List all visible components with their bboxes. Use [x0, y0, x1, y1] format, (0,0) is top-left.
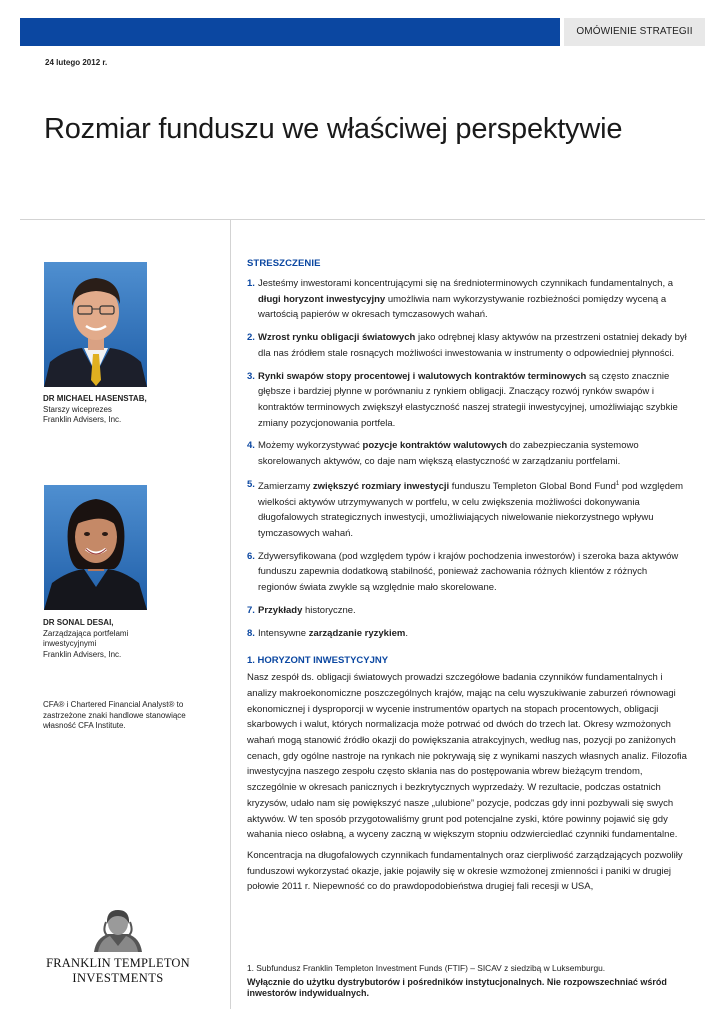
list-item: 1. Jesteśmy inwestorami koncentrującymi się na średnioterminowych czynnikach fundamentalnych, a długi horyzont inwestycyjny umożliwia nam wykorzystywanie rozbieżności pomiędzy wyceną a wartością papierów w okresach tymczasowych wahań.: [247, 278, 674, 321]
person-company: Franklin Advisers, Inc.: [43, 649, 122, 659]
person-role: inwestycyjnymi: [43, 639, 97, 648]
list-item: 2. Wzrost rynku obligacji światowych jako odrębnej klasy aktywów na przestrzeni ostatniej dekady był dla nas źródłem stale rosnących możliwości inwestowania w instrumenty o odpowiedniej płynności.: [247, 332, 687, 359]
footnote: 1. Subfundusz Franklin Templeton Investment Funds (FTIF) – SICAV z siedzibą w Luksemburgu.: [247, 963, 606, 973]
horizontal-divider: [20, 219, 705, 220]
person-role: Starszy wiceprezes: [43, 404, 112, 414]
person-name: DR MICHAEL HASENSTAB,: [43, 394, 147, 403]
body-paragraph: Koncentracja na długofalowych czynnikach fundamentalnych oraz cierpliwość zarządzających pozwoliły funduszowi wykorzystać okazje, jakie pojawiły się w okresie wzmożonej zmienności i paniki w drugiej połowie 2011 r. Niepewność co do prawdopodobieństwa drugiej fali recesji w USA,: [247, 849, 683, 893]
photo-sonal-desai: [44, 485, 147, 610]
photo-michael-hasenstab: [44, 262, 147, 387]
body-paragraph: Nasz zespół ds. obligacji światowych prowadzi szczegółowe badania czynników fundamentalnych i analizy makroekonomiczne poszczególnych krajów, mając na celu wyszukiwanie zaburzeń równowagi ekonomicznej i dysproporcji w wycenie instrumentów opartych na stopach procentowych, obligacji skarbowych i walut, których normalizacja może potrwać od dwóch do trzech lat. Okresy wzmożonych wahań mogą stanowić źródło okazji do powiększania atrakcyjnych, według nas, pozycji po zaniżonych cenach, gdy ogólne nastroje na rynkach nie pokrywają się z wynikami naszych własnych analiz. Filozofia inwestycyjna naszego zespołu często skłania nas do postępowania wbrew bieżącym trendom, szczególnie w okresach panicznych i bezkrytycznych wyprzedaży. W rezultacie, podczas ostatnich kryzysów, udało nam się powiększyć nasze „ulubione” pozycje, podczas gdy inni pozbywali się swych aktywów. W ten sposób przygotowaliśmy grunt pod potencjalne zyski, które powinny pojawić się gdy wahania nieco osłabną, a wyceny zaczną w większym stopniu odzwierciedlać czynniki fundamentalne.: [247, 672, 687, 841]
person-role: Zarządzająca portfelami: [43, 628, 129, 638]
page-title: Rozmiar funduszu we właściwej perspektywie: [44, 113, 623, 145]
main-content: [247, 258, 687, 895]
person-info-hasenstab: [43, 394, 193, 426]
document-date: 24 lutego 2012 r.: [45, 58, 108, 67]
cfa-trademark-note: CFA® i Chartered Financial Analyst® to zastrzeżone znaki handlowe stanowiące własność CFA Institute.: [43, 700, 186, 730]
list-item: 4. Możemy wykorzystywać pozycje kontraktów walutowych do zabezpieczania systemowo skorelowanych aktywów, co daje nam większą elastyczność w zarządzaniu portfelami.: [247, 440, 639, 468]
header-bar: [20, 18, 560, 46]
list-item: 6. Zdywersyfikowana (pod względem typów i krajów pochodzenia inwestorów) i szeroka baza aktywów funduszu zapewnia dodatkową stabilność, ponieważ zachowania różnych klientów z różnych regionów świata zwykle są względnie mało skorelowane.: [247, 550, 679, 594]
franklin-bust-icon: [90, 906, 146, 952]
person-info-desai: [43, 618, 193, 660]
vertical-divider: [230, 219, 231, 1009]
franklin-templeton-logo: [42, 906, 194, 986]
list-item: 3. Rynki swapów stopy procentowej i walutowych kontraktów terminowych są często znacznie głębsze i bardziej płynne w porównaniu z rynkiem obligacji. Znaczący rozwój rynków swapów i kontraktów terminowych zwiększył elastyczność naszej strategii inwestycyjnej, umożliwiając szybkie zmiany pozycjonowania portfela.: [247, 370, 678, 429]
logo-text-line2: INVESTMENTS: [72, 971, 164, 985]
logo-text-line1: FRANKLIN TEMPLETON: [46, 956, 190, 970]
person-name: DR SONAL DESAI,: [43, 618, 114, 627]
disclaimer: Wyłącznie do użytku dystrybutorów i pośredników instytucjonalnych. Nie rozpowszechniać wśród inwestorów indywidualnych.: [247, 977, 667, 998]
summary-list: [247, 276, 687, 641]
section-label: OMÓWIENIE STRATEGII: [564, 18, 705, 46]
summary-heading: STRESZCZENIE: [247, 258, 321, 269]
list-item: 5. Zamierzamy zwiększyć rozmiary inwestycji funduszu Templeton Global Bond Fund$^1$ pod względem wielkości aktywów utrzymywanych w portfelu, w celu zwiększenia możliwości dokonywania długofalowych strategicznych inwestycji, umożliwiających niwelowanie niekorzystnego wpływu tymczasowych wahań.: [247, 478, 684, 539]
list-item: 8. Intensywne zarządzanie ryzykiem.: [247, 627, 408, 639]
person-company: Franklin Advisers, Inc.: [43, 415, 122, 424]
section-heading: 1. HORYZONT INWESTYCYJNY: [247, 655, 389, 667]
list-item: 7. Przykłady historyczne.: [247, 604, 356, 616]
